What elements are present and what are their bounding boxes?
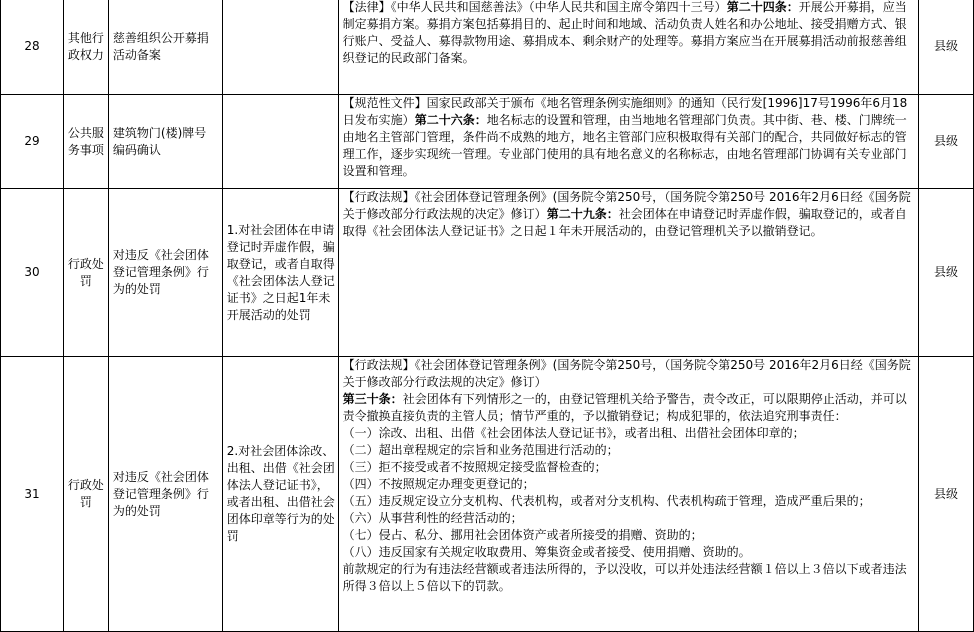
basis-clause: （二）超出章程规定的宗旨和业务范围进行活动的； — [342, 443, 619, 457]
table-row — [1, 357, 974, 632]
legal-basis — [338, 189, 918, 357]
legal-basis — [338, 0, 918, 95]
basis-article: 第二十六条： — [414, 113, 487, 127]
basis-clause: （四）不按照规定办理变更登记的； — [342, 477, 535, 491]
power-type: 行政处罚 — [63, 357, 108, 632]
table-row — [1, 95, 974, 189]
power-item: 建筑物门(楼)牌号编码确认 — [108, 95, 222, 189]
basis-text: 社会团体有下列情形之一的，由登记管理机关给予警告，责令改正，可以限期停止活动，并可以责令撤换直接负责的主管人员；情节严重的，予以撤销登记；构成犯罪的，依法追究刑事责任： — [342, 392, 907, 423]
basis-text: 开展公开募捐，应当制定募捐方案。募捐方案包括募捐目的、起止时间和地域、活动负责人姓名和办公地址、接受捐赠方式、银行账户、受益人、募得款物用途、募捐成本、剩余财产的处理等。募捐方案应当在开展募捐活动前报慈善组织登记的民政部门备案。 — [342, 0, 907, 65]
exercise-level: 县级 — [919, 357, 974, 632]
power-type: 行政处罚 — [63, 189, 108, 357]
basis-closing: 前款规定的行为有违法经营额或者违法所得的，予以没收，可以并处违法经营额１倍以上３倍以下或者违法所得３倍以上５倍以下的罚款。 — [342, 562, 907, 593]
exercise-level: 县级 — [919, 95, 974, 189]
basis-prefix: 【行政法规】《社会团体登记管理条例》(国务院令第250号，（国务院令第250号 2016年2月6日经《国务院关于修改部分行政法规的决定》修订） — [342, 358, 911, 389]
power-type: 其他行政权力 — [63, 0, 108, 95]
basis-article: 第二十四条： — [726, 0, 799, 14]
exercise-level: 县级 — [919, 189, 974, 357]
row-number: 29 — [1, 95, 64, 189]
basis-article: 第二十九条： — [546, 207, 619, 221]
power-type: 公共服务事项 — [63, 95, 108, 189]
basis-clause: （六）从事营利性的经营活动的； — [342, 511, 523, 525]
basis-prefix: 【规范性文件】国家民政部关于颁布《地名管理条例实施细则》的通知（民行发[1996]17号1996年6月18日发布实施） — [342, 96, 908, 127]
table-row — [1, 0, 974, 95]
sub-item — [222, 0, 338, 95]
row-number: 30 — [1, 189, 64, 357]
sub-item — [222, 95, 338, 189]
basis-clause: （三）拒不接受或者不按照规定接受监督检查的； — [342, 460, 607, 474]
basis-prefix: 【行政法规】《社会团体登记管理条例》(国务院令第250号，（国务院令第250号 2016年2月6日经《国务院关于修改部分行政法规的决定》修订） — [342, 190, 911, 221]
sub-item: 1.对社会团体在申请登记时弄虚作假，骗取登记，或者自取得《社会团体法人登记证书》之日起1年未开展活动的处罚 — [222, 189, 338, 357]
basis-clause: （一）涂改、出租、出借《社会团体法人登记证书》，或者出租、出借社会团体印章的； — [342, 426, 805, 440]
power-item: 对违反《社会团体登记管理条例》行为的处罚 — [108, 357, 222, 632]
basis-text: 社会团体在申请登记时弄虚作假，骗取登记的，或者自取得《社会团体法人登记证书》之日起１年未开展活动的，由登记管理机关予以撤销登记。 — [342, 207, 907, 238]
sub-item: 2.对社会团体涂改、出租、出借《社会团体法人登记证书》，或者出租、出借社会团体印章等行为的处罚 — [222, 357, 338, 632]
power-item: 慈善组织公开募捐活动备案 — [108, 0, 222, 95]
power-item: 对违反《社会团体登记管理条例》行为的处罚 — [108, 189, 222, 357]
row-number: 31 — [1, 357, 64, 632]
exercise-level: 县级 — [919, 0, 974, 95]
row-number: 28 — [1, 0, 64, 95]
basis-prefix: 【法律】《中华人民共和国慈善法》（中华人民共和国主席令第四十三号） — [342, 0, 727, 14]
legal-basis — [338, 95, 918, 189]
basis-text: 地名标志的设置和管理，由当地地名管理部门负责。其中街、巷、楼、门牌统一由地名主管部门管理，条件尚不成熟的地方，地名主管部门应积极取得有关部门的配合，共同做好标志的管理工作，逐步实现统一管理。专业部门使用的具有地名意义的名称标志，由地名管理部门协调有关专业部门设置和管理。 — [342, 113, 907, 178]
basis-clause: （五）违反规定设立分支机构、代表机构，或者对分支机构、代表机构疏于管理，造成严重后果的； — [342, 494, 871, 508]
basis-clause: （七）侵占、私分、挪用社会团体资产或者所接受的捐赠、资助的； — [342, 528, 703, 542]
basis-article: 第三十条： — [342, 392, 403, 406]
basis-clause: （八）违反国家有关规定收取费用、筹集资金或者接受、使用捐赠、资助的。 — [342, 545, 751, 559]
table-row — [1, 189, 974, 357]
legal-basis — [338, 357, 918, 632]
